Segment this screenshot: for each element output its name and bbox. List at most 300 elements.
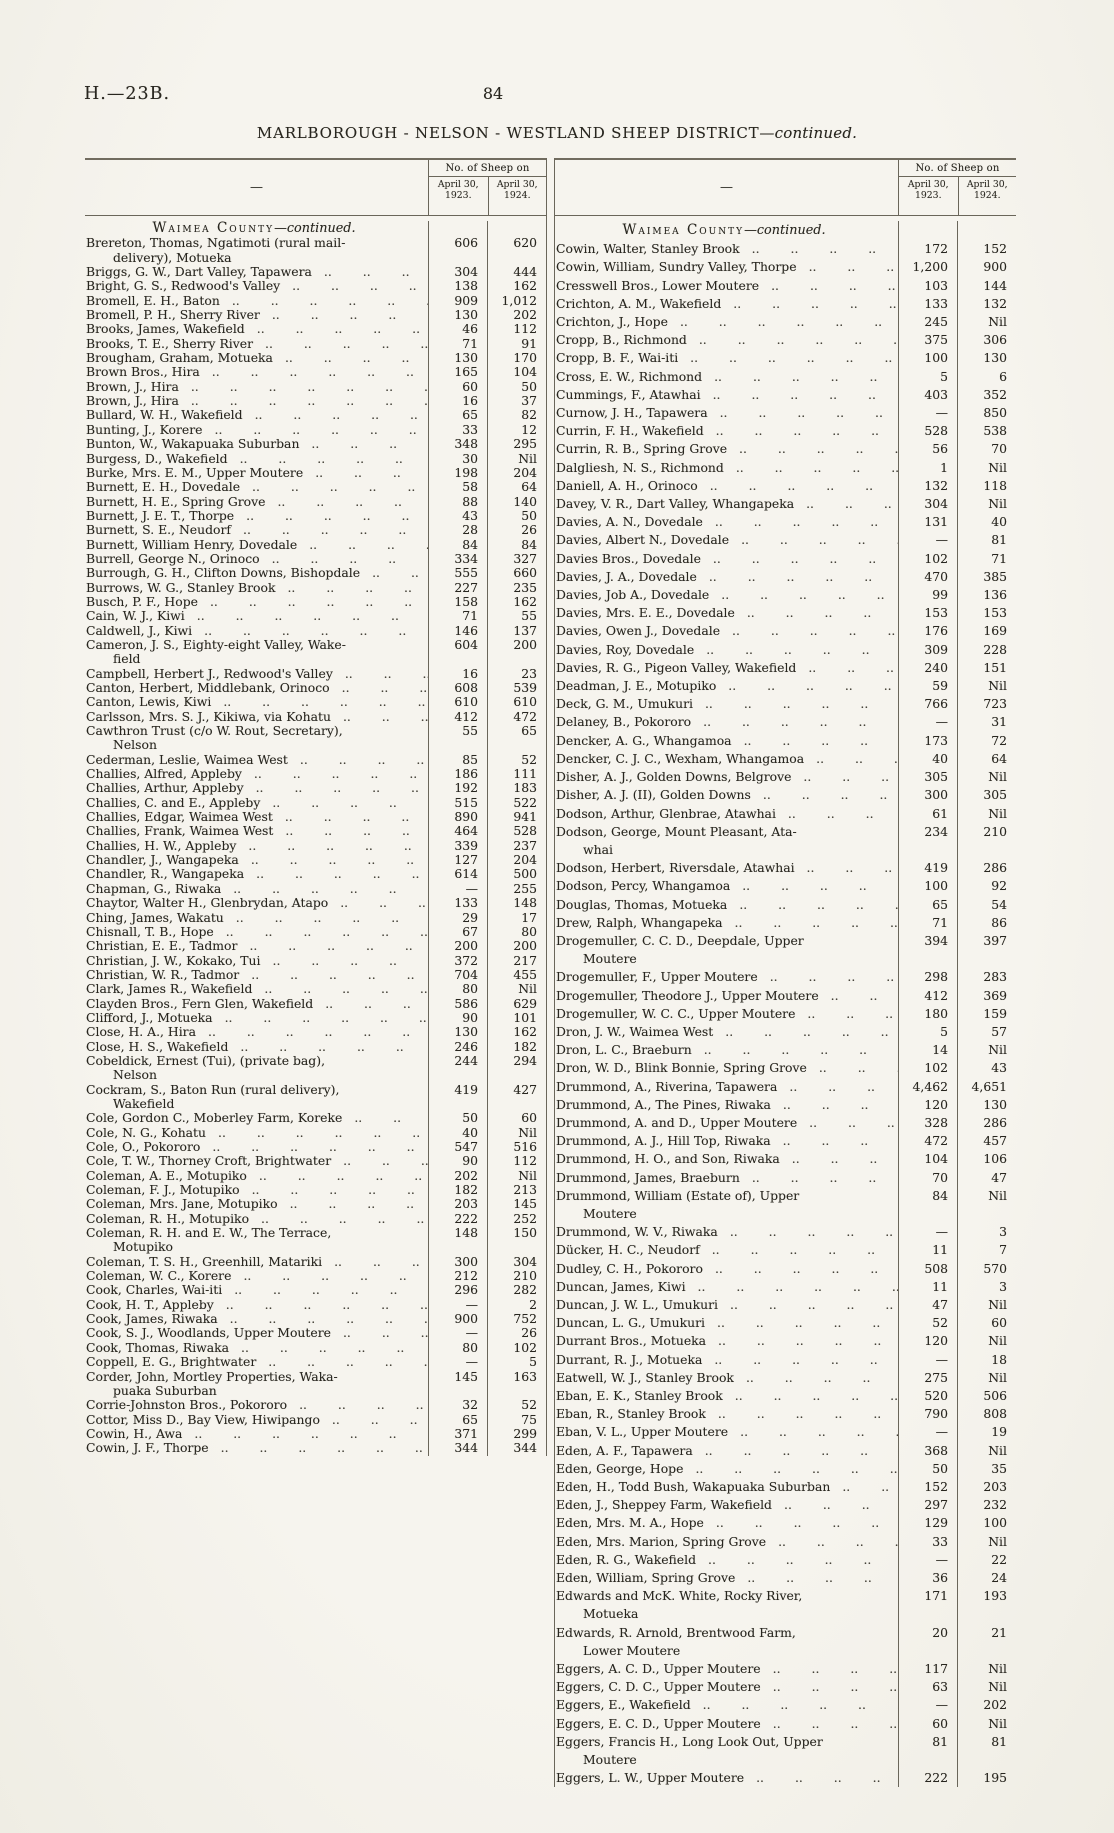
sheep-count-1924: 457: [957, 1132, 1016, 1150]
owner-name: Ching, James, Wakatu: [86, 909, 224, 925]
table-row: [555, 422, 1016, 440]
dot-leader: [724, 459, 898, 477]
owner-name: Chapman, G., Riwaka: [86, 880, 222, 896]
sheep-count-1923: 245: [898, 313, 957, 331]
sheep-count-1924: 2: [487, 1298, 546, 1312]
table-row: [555, 258, 1016, 276]
dot-leader: [723, 914, 898, 932]
sheep-count-1923: 375: [898, 331, 957, 349]
owner-name: Drummond, William (Estate of), Upper Moutere: [556, 1187, 800, 1221]
sheep-count-1924: 100: [957, 1514, 1016, 1532]
owner-name: Crichton, A. M., Wakefield: [556, 295, 722, 311]
table-row: [555, 568, 1016, 586]
dot-leader: [339, 1083, 428, 1112]
owner-name: Cowin, William, Sundry Valley, Thorpe: [556, 259, 797, 275]
sheep-count-1923: 555: [428, 566, 487, 580]
dot-leader: [691, 1696, 898, 1714]
owner-name: Cowin, J. F., Thorpe: [86, 1440, 209, 1456]
table-row: [555, 732, 1016, 750]
sheep-count-1924: 305: [957, 786, 1016, 804]
table-row: [85, 1169, 546, 1183]
sheep-count-1923: —: [898, 404, 957, 422]
sheep-count-1924: 610: [487, 695, 546, 709]
sheep-count-1924: 104: [487, 365, 546, 379]
owner-name: Dodson, Arthur, Glenbrae, Atawhai: [556, 805, 776, 821]
sheep-count-1924: 444: [487, 265, 546, 279]
sheep-count-1924: 112: [487, 322, 546, 336]
sheep-count-1924: 130: [957, 349, 1016, 367]
dot-leader: [718, 1296, 898, 1314]
sheep-count-1924: 295: [487, 437, 546, 451]
owner-name: Eden, Mrs. Marion, Spring Grove: [556, 1533, 767, 1549]
dot-leader: [209, 1441, 428, 1455]
table-row: [85, 781, 546, 795]
sheep-count-1923: 99: [898, 586, 957, 604]
sheep-count-1924: 217: [487, 954, 546, 968]
table-row: [555, 1150, 1016, 1168]
dot-leader: [247, 1169, 428, 1183]
sheep-count-1924: 193: [957, 1587, 1016, 1623]
owner-name: Davies, Owen J., Dovedale: [556, 623, 721, 639]
table-row: [85, 882, 546, 896]
sheep-count-1923: 33: [428, 423, 487, 437]
sheep-count-1923: 30: [428, 452, 487, 466]
name-column-dash: —: [250, 180, 263, 195]
owner-name: Dücker, H. C., Neudorf: [556, 1242, 700, 1258]
sheep-count-1924: 12: [487, 423, 546, 437]
owner-name: Davies, Roy, Dovedale: [556, 641, 695, 657]
owner-name: Caldwell, J., Kiwi: [86, 622, 193, 638]
sheep-count-1924: 153: [957, 604, 1016, 622]
owner-name: Dodson, Herbert, Riversdale, Atawhai: [556, 860, 795, 876]
owner-name: Drummond, H. O., and Son, Riwaka: [556, 1151, 780, 1167]
owner-name: Dencker, A. G., Whangamoa: [556, 732, 732, 748]
owner-name: Dodson, Percy, Whangamoa: [556, 878, 731, 894]
owner-name: Cook, Thomas, Riwaka: [86, 1339, 230, 1355]
owner-name: Cropp, B., Richmond: [556, 332, 687, 348]
owner-name: Disher, A. J. (II), Golden Downs: [556, 787, 751, 803]
sheep-count-1923: 16: [428, 394, 487, 408]
dot-leader: [830, 1478, 898, 1496]
sheep-count-1923: 202: [428, 1169, 487, 1183]
sheep-count-1924: 202: [487, 308, 546, 322]
sheep-count-1923: —: [898, 531, 957, 549]
table-row: [555, 1114, 1016, 1132]
sheep-count-1924: 516: [487, 1140, 546, 1154]
sheep-count-1923: 36: [898, 1569, 957, 1587]
table-row: [85, 939, 546, 953]
table-row: [555, 1005, 1016, 1023]
section-heading: [85, 216, 546, 236]
sheep-count-1923: 65: [428, 1413, 487, 1427]
sheep-count-1923: 11: [898, 1241, 957, 1259]
owner-name: Cowin, H., Awa: [86, 1425, 183, 1441]
owner-name: Coleman, A. E., Motupiko: [86, 1167, 247, 1183]
owner-name: Challies, Frank, Waimea West: [86, 823, 274, 839]
owner-name: Brooks, James, Wakefield: [86, 321, 245, 337]
sheep-count-1923: 203: [428, 1197, 487, 1211]
owner-name: Delaney, B., Pokororo: [556, 714, 692, 730]
owner-name: Davies, A. N., Dovedale: [556, 514, 703, 530]
sheep-count-1924: 70: [957, 440, 1016, 458]
sheep-count-1923: 40: [428, 1126, 487, 1140]
sheep-count-1923: 145: [428, 1370, 487, 1399]
table-row: [85, 1283, 546, 1297]
table-row: [555, 1314, 1016, 1332]
owner-name: Christian, E. E., Tadmor: [86, 938, 238, 954]
table-row: [555, 641, 1016, 659]
sheep-count-1924: [487, 221, 546, 236]
owner-name: Duncan, J. W. L., Umukuri: [556, 1296, 718, 1312]
sheep-count-1923: 47: [898, 1296, 957, 1314]
table-row: [555, 713, 1016, 731]
sheep-count-1924: 369: [957, 987, 1016, 1005]
dot-leader: [727, 440, 898, 458]
sheep-count-1923: 790: [898, 1405, 957, 1423]
owner-name: Clifford, J., Motueka: [86, 1009, 213, 1025]
sheep-count-1923: 227: [428, 581, 487, 595]
owner-name: Burrows, W. G., Stanley Brook: [86, 579, 276, 595]
dot-leader: [791, 768, 898, 786]
dot-leader: [234, 509, 428, 523]
number-columns-header: [428, 160, 546, 215]
table-row: [85, 1212, 546, 1226]
sheep-count-1923: 900: [428, 1312, 487, 1326]
sheep-count-1923: 67: [428, 925, 487, 939]
sheep-count-1924: 195: [957, 1769, 1016, 1787]
table-row: [555, 859, 1016, 877]
owner-name: Cross, E. W., Richmond: [556, 368, 703, 384]
table-row: [85, 1226, 546, 1255]
sheep-count-1924: 144: [957, 277, 1016, 295]
dot-leader: [686, 1278, 898, 1296]
sheep-count-1924: 50: [487, 380, 546, 394]
dot-leader: [333, 667, 428, 681]
name-column-dash: —: [720, 180, 733, 195]
table-row: [85, 408, 546, 422]
dot-leader: [312, 265, 428, 279]
table-row: [85, 954, 546, 968]
dot-leader: [331, 1326, 428, 1340]
table-row: [85, 867, 546, 881]
sheep-count-1924: Nil: [957, 313, 1016, 331]
sheep-count-1924: Nil: [957, 1332, 1016, 1350]
table-row: [555, 1551, 1016, 1569]
dot-leader: [256, 1355, 428, 1369]
table-row: [85, 624, 546, 638]
table-row: [85, 1126, 546, 1140]
sheep-count-1924: 112: [487, 1154, 546, 1168]
owner-name: Christian, J. W., Kokako, Tui: [86, 952, 261, 968]
table-row: [555, 1423, 1016, 1441]
table-row: [85, 595, 546, 609]
sheep-count-1923: 472: [898, 1132, 957, 1150]
sheep-count-1923: 176: [898, 622, 957, 640]
sheep-count-1923: 368: [898, 1442, 957, 1460]
sheep-count-1924: Nil: [957, 768, 1016, 786]
sheep-count-1923: 1,200: [898, 258, 957, 276]
table-row: [85, 853, 546, 867]
sheep-count-1924: Nil: [957, 1187, 1016, 1223]
table-row: [85, 911, 546, 925]
dot-leader: [245, 322, 428, 336]
dot-leader: [198, 595, 428, 609]
sheep-count-1924: 200: [487, 939, 546, 953]
table-row: [555, 1733, 1016, 1769]
table-row: [85, 1154, 546, 1168]
table-row: [85, 1011, 546, 1025]
sheep-count-1924: 40: [957, 513, 1016, 531]
dot-leader: [744, 1769, 898, 1787]
table-row: [85, 609, 546, 623]
sheep-count-1923: 909: [428, 294, 487, 308]
owner-name: Cameron, J. S., Eighty-eight Valley, Wake- field: [86, 636, 346, 667]
owner-name: Eatwell, W. J., Stanley Brook: [556, 1369, 734, 1385]
table-row: [555, 604, 1016, 622]
owner-name: Coleman, W. C., Korere: [86, 1268, 232, 1284]
owner-name: Burnett, J. E. T., Thorpe: [86, 507, 235, 523]
sheep-count-1923: 470: [898, 568, 957, 586]
owner-name: Cook, James, Riwaka: [86, 1311, 218, 1327]
owner-name: Douglas, Thomas, Motueka: [556, 896, 728, 912]
table-row: [85, 538, 546, 552]
table-row: [555, 277, 1016, 295]
sheep-count-1923: 130: [428, 1025, 487, 1039]
table-row: [85, 1312, 546, 1326]
table-row: [555, 1496, 1016, 1514]
owner-name: Drummond, W. V., Riwaka: [556, 1224, 718, 1240]
sheep-count-1924: 71: [957, 550, 1016, 568]
table-header-left: [85, 158, 546, 216]
table-row: [555, 1696, 1016, 1714]
sheep-count-1924: 106: [957, 1150, 1016, 1168]
sheep-register-table: [85, 158, 1019, 1787]
dot-leader: [206, 1126, 428, 1140]
sheep-count-1923: 90: [428, 1011, 487, 1025]
table-row: [85, 265, 546, 279]
dot-leader: [705, 1314, 898, 1332]
owner-name: Coleman, Mrs. Jane, Motupiko: [86, 1196, 278, 1212]
dot-leader: [819, 987, 898, 1005]
table-row: [555, 1132, 1016, 1150]
dot-leader: [331, 1226, 428, 1255]
sheep-count-1924: 26: [487, 523, 546, 537]
table-row: [85, 365, 546, 379]
dot-leader: [693, 695, 898, 713]
sheep-count-1923: —: [428, 1298, 487, 1312]
sheep-count-1923: 80: [428, 982, 487, 996]
table-row: [85, 796, 546, 810]
sheep-count-1923: 300: [898, 786, 957, 804]
number-columns-header: [898, 160, 1016, 215]
table-row: [555, 550, 1016, 568]
dot-leader: [802, 1587, 898, 1623]
owner-name: Burke, Mrs. E. M., Upper Moutere: [86, 464, 304, 480]
dot-leader: [200, 365, 428, 379]
table-row: [85, 1326, 546, 1340]
sheep-count-1923: 146: [428, 624, 487, 638]
owner-name: Daniell, A. H., Orinoco: [556, 477, 698, 493]
sheep-count-1923: —: [428, 882, 487, 896]
sheep-count-1924: 35: [957, 1460, 1016, 1478]
table-row: [555, 1260, 1016, 1278]
table-row: [555, 331, 1016, 349]
owner-name: Eden, J., Sheppey Farm, Wakefield: [556, 1497, 772, 1513]
owner-name: Challies, H. W., Appleby: [86, 837, 237, 853]
dot-leader: [261, 954, 429, 968]
sheep-count-1924: 570: [957, 1260, 1016, 1278]
table-row: [555, 1296, 1016, 1314]
owner-name: Dron, W. D., Blink Bonnie, Spring Grove: [556, 1060, 807, 1076]
owner-name: Dencker, C. J. C., Wexham, Whangamoa: [556, 750, 805, 766]
table-row: [555, 896, 1016, 914]
table-row: [85, 1040, 546, 1054]
sheep-count-1923: —: [898, 1223, 957, 1241]
sheep-count-1923: 234: [898, 823, 957, 859]
sheep-count-1924: 528: [487, 824, 546, 838]
sheep-count-1923: 29: [428, 911, 487, 925]
owner-name: Drummond, James, Braeburn: [556, 1169, 740, 1185]
dot-leader: [343, 724, 428, 753]
sheep-count-1923: 515: [428, 796, 487, 810]
dot-leader: [244, 867, 428, 881]
dot-leader: [703, 1260, 898, 1278]
sheep-count-1924: 299: [487, 1427, 546, 1441]
sheep-count-1924: 282: [487, 1283, 546, 1297]
owner-name: Eggers, L. W., Upper Moutere: [556, 1770, 745, 1786]
sheep-count-1924: 3: [957, 1223, 1016, 1241]
table-row: [85, 724, 546, 753]
sheep-count-1924: Nil: [487, 1126, 546, 1140]
owner-name: Cook, Charles, Wai-iti: [86, 1282, 223, 1298]
owner-name: Brown, J., Hira: [86, 393, 179, 409]
owner-name: Cole, N. G., Kohatu: [86, 1124, 207, 1140]
sheep-count-1924: 183: [487, 781, 546, 795]
table-row: [555, 659, 1016, 677]
sheep-count-1924: 43: [957, 1059, 1016, 1077]
dot-leader: [758, 968, 898, 986]
table-row: [85, 1083, 546, 1112]
sheep-count-1923: 304: [428, 265, 487, 279]
sheep-count-1924: 252: [487, 1212, 546, 1226]
sheep-count-1924: 232: [957, 1496, 1016, 1514]
sheep-count-1923: 298: [898, 968, 957, 986]
sheep-count-1924: 352: [957, 386, 1016, 404]
table-body-right: [555, 216, 1016, 1787]
dot-leader: [275, 581, 428, 595]
table-row: [85, 294, 546, 308]
dot-leader: [239, 968, 428, 982]
sheep-count-1924: 203: [957, 1478, 1016, 1496]
sheep-count-1924: 255: [487, 882, 546, 896]
dot-leader: [224, 911, 428, 925]
sheep-count-1924: 65: [487, 724, 546, 753]
sheep-count-1924: 397: [957, 932, 1016, 968]
dot-leader: [730, 877, 898, 895]
sheep-count-1923: —: [898, 1696, 957, 1714]
sheep-count-1924: 344: [487, 1441, 546, 1455]
sheep-count-1923: 198: [428, 466, 487, 480]
sheep-count-1924: 304: [487, 1255, 546, 1269]
dot-leader: [280, 279, 428, 293]
owner-name: Burrough, G. H., Clifton Downs, Bishopdale: [86, 565, 361, 581]
sheep-count-1923: 43: [428, 509, 487, 523]
sheep-count-1924: 808: [957, 1405, 1016, 1423]
sheep-count-1923: 608: [428, 681, 487, 695]
sheep-count-1924: 22: [957, 1551, 1016, 1569]
sheep-count-1923: 766: [898, 695, 957, 713]
owner-name: Coleman, F. J., Motupiko: [86, 1182, 240, 1198]
sheep-count-1924: Nil: [957, 1678, 1016, 1696]
dot-leader: [698, 477, 898, 495]
owner-name: Brooks, T. E., Sherry River: [86, 335, 254, 351]
sheep-count-1924: 3: [957, 1278, 1016, 1296]
dot-leader: [218, 1312, 428, 1326]
table-row: [85, 695, 546, 709]
sheep-count-1923: 614: [428, 867, 487, 881]
table-body-left: [85, 216, 546, 1456]
dot-leader: [182, 1427, 428, 1441]
sheep-count-1924: Nil: [487, 982, 546, 996]
section-heading-text: Waimea County—continued.: [622, 222, 826, 238]
sheep-count-1924: 327: [487, 552, 546, 566]
sheep-count-1923: 547: [428, 1140, 487, 1154]
owner-name: Burnett, H. E., Spring Grove: [86, 493, 266, 509]
dot-leader: [278, 1197, 428, 1211]
table-row: [85, 1398, 546, 1412]
table-row: [555, 877, 1016, 895]
dot-leader: [723, 1387, 898, 1405]
section-heading-text: Waimea County—continued.: [152, 220, 356, 236]
section-heading: [555, 216, 1016, 240]
table-row: [85, 337, 546, 351]
dot-leader: [273, 351, 428, 365]
document-title: [0, 124, 1114, 142]
table-row: [85, 667, 546, 681]
table-row: [85, 1355, 546, 1369]
table-row: [555, 404, 1016, 422]
sheep-count-1923: 71: [428, 609, 487, 623]
dot-leader: [702, 1351, 898, 1369]
table-row: [555, 914, 1016, 932]
table-row: [555, 1041, 1016, 1059]
owner-name: Cole, O., Pokororo: [86, 1139, 201, 1154]
owner-name: Davies, J. A., Dovedale: [556, 568, 697, 584]
dot-leader: [797, 823, 898, 859]
dot-leader: [242, 767, 428, 781]
table-row: [555, 386, 1016, 404]
dot-leader: [244, 781, 428, 795]
owner-name: Drummond, A. J., Hill Top, Riwaka: [556, 1133, 771, 1149]
dot-leader: [668, 313, 898, 331]
sheep-count-1923: 508: [898, 1260, 957, 1278]
sheep-count-1923: 412: [428, 710, 487, 724]
dot-leader: [795, 859, 898, 877]
owner-name: Brereton, Thomas, Ngatimoti (rural mail- delivery), Motueka: [86, 235, 346, 265]
dot-leader: [704, 422, 898, 440]
table-row: [85, 710, 546, 724]
table-row: [85, 1025, 546, 1039]
table-row: [555, 586, 1016, 604]
dot-leader: [795, 1005, 898, 1023]
sheep-count-1923: 148: [428, 1226, 487, 1255]
table-row: [555, 1187, 1016, 1223]
dot-leader: [236, 839, 428, 853]
owner-name: Eden, George, Hope: [556, 1460, 684, 1476]
sheep-count-1924: 84: [487, 538, 546, 552]
sheep-count-1924: Nil: [957, 1369, 1016, 1387]
sheep-count-1924: 237: [487, 839, 546, 853]
